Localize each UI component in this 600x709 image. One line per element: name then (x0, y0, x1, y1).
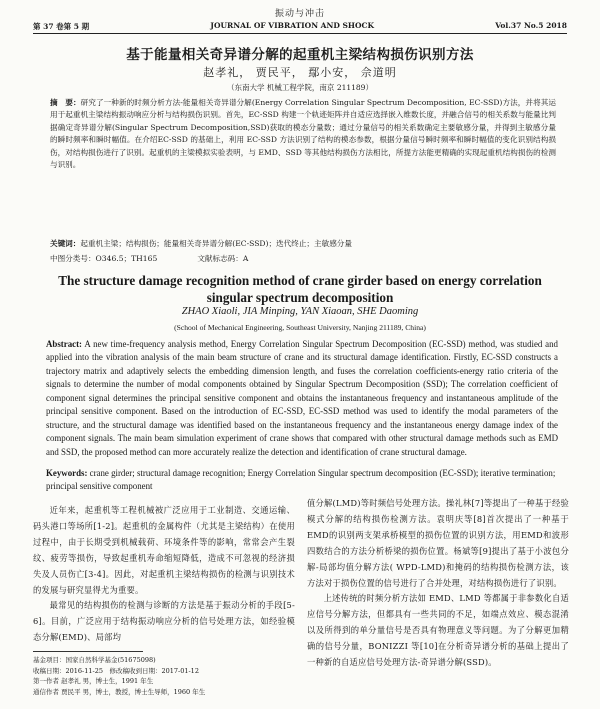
abstract-en-label: Abstract: (46, 339, 82, 349)
volume-cn: 第 37 卷第 5 期 (33, 22, 90, 31)
classification-row (50, 253, 556, 264)
footnote-first-author: 第一作者 赵孝礼 男，博士生，1991 年生 (33, 677, 154, 685)
abstract-cn-label: 摘 要： (50, 98, 81, 107)
footnote-dates: 收稿日期：2016-11-25 修改稿收到日期：2017-01-12 (33, 666, 199, 675)
body-paragraph: 近年来，起重机等工程机械被广泛应用于工业制造、交通运输、码头港口等场所[1-2]。起重机的金属构件（尤其是主梁结构）在使用过程中，由于长期受到机械载荷、环境条件等的影响，常常会产生裂纹、疲劳等损伤，导致起重机寿命缩短降低，造成不可忽视的经济损失及人员伤亡[3-4]。因此，对起重机主梁结构损伤的检测与识别技术的发展与研究显得尤为重要。 (33, 505, 295, 595)
body-paragraph: 上述传统的时频分析方法如 EMD、LMD 等都属于非参数化自适应信号分解方法，但都具有一些共同的不足，如端点效应、模态混淆以及所得到的单分量信号是否具有物理意义等问题。为了分解更加精确的信号分量，BONIZZI 等[10]在分析奇异谱分析的基础上提出了一种新的自适应信号处理方法-奇异谱分解(SSD)。 (307, 593, 569, 668)
abstract-cn (50, 97, 556, 171)
paper-title-en: The structure damage recognition method of crane girder based on energy correlation singular spectrum decomposition (58, 273, 542, 305)
body-column-right (307, 496, 569, 671)
header-divider (33, 33, 567, 34)
journal-name-en: JOURNAL OF VIBRATION AND SHOCK (210, 21, 374, 30)
running-header (33, 21, 567, 32)
footnote-divider (33, 651, 143, 652)
affiliation-cn: （东南大学 机械工程学院，南京 211189） (227, 83, 373, 92)
keywords-en (46, 467, 558, 494)
journal-name-cn: 振动与冲击 (274, 9, 325, 19)
abstract-cn-text: 研究了一种新的时频分析方法-能量相关奇异谱分解(Energy Correlation Singular Spectrum Decomposition, EC-SSD)方法，并将其运用于起重机主梁结构振动响应分析与结构损伤识别。首先，EC-SSD 构建一个轨迹矩阵并自适应选择嵌入维数长度，并融合信号的相关系数与能量比判据确定奇异谱分解(Singular Spectrum Decomposition,SSD)获取的模态分量数；通过分量信号的相关系数确定主要敏感分量，并得到主敏感分量的瞬时频率和瞬时幅值。在介绍EC-SSD 的基础上，利用 EC-SSD 方法识别了结构的模态参数，根据分量信号瞬时频率和瞬时幅值的变化识别结构损伤，对结构损伤进行了识别。起重机的主梁模拟实验表明，与 EMD、SSD 等其他结构损伤方法相比，所提方法能更精确的实现起重机结构损伤的检测与识别。 (50, 98, 557, 170)
affiliation-en: (School of Mechanical Engineering, Southeast University, Nanjing 211189, China) (174, 323, 426, 332)
keywords-cn-text: 起重机主梁；结构损伤；能量相关奇异谱分解(EC-SSD)；迭代终止；主敏感分量 (80, 239, 352, 248)
document-code: 文献标志码：A (197, 254, 249, 263)
body-paragraph: 值分解(LMD)等时频信号处理方法。操礼林[7]等提出了一种基于经验模式分解的结构损伤检测方法。袁明庆等[8]首次提出了一种基于EMD的识别两支架承桥模型的损伤位置的识别方法，用EMD和波形四数结合的方法分析桥梁的损伤位置。杨斌等[9]提出了基于小波包分解-局部均值分解方法( WPD-LMD)和掩码的结构损伤检测方法，该方法对于损伤位置的信号进行了合并处理，对结构损伤进行了识别。 (307, 498, 569, 588)
authors-en: ZHAO Xiaoli, JIA Minping, YAN Xiaoan, SHE Daoming (181, 306, 419, 317)
clc-number: 中图分类号：O346.5；TH165 (50, 254, 158, 263)
volume-en: Vol.37 No.5 2018 (495, 21, 567, 30)
keywords-cn-label: 关键词： (50, 239, 81, 248)
authors-cn: 赵孝礼， 贾民平， 鄢小安， 佘道明 (203, 66, 397, 79)
keywords-en-text: crane girder; structural damage recognition; Energy Correlation Singular spectrum decomposition (EC-SSD); iterative termination; principal sensitive component (46, 468, 556, 492)
body-column-left (33, 503, 295, 646)
footnotes (33, 655, 295, 697)
paper-title-cn: 基于能量相关奇异谱分解的起重机主梁结构损伤识别方法 (126, 47, 474, 63)
keywords-en-label: Keywords: (46, 468, 88, 478)
abstract-en-text: A new time-frequency analysis method, Energy Correlation Singular Spectrum Decomposition (EC-SSD) method, was studied and applied into the vibration analysis of the main beam structure of crane and its structural damage identification. Firstly, EC-SSD constructs a trajectory matrix and adaptively selects the embedding dimension length, and fuses the correlation coefficients-energy ratio criteria of the signals to determine the number of modal components obtained by Singular Spectrum Decomposition (SSD); The correlation coefficient of component signal determines the principal sensitive component and obtains the instantaneous frequency and instantaneous amplitude of the principal sensitive component. Based on the introduction of EC-SSD, EC-SSD method was used to identify the modal parameters of the structure, and the structural damage was identified based on the instantaneous frequency and the instantaneous energy damage index of the component signals. The main beam simulation experiment of crane shows that compared with other structural damage methods such as EMD and SSD, the proposed method can more accurately realize the detection and identification of crane structural damage. (46, 339, 558, 457)
footnote-funding: 基金项目：国家自然科学基金(51675098) (33, 656, 156, 664)
body-paragraph: 最常见的结构损伤的检测与诊断的方法是基于振动分析的手段[5-6]。目前，广泛应用于结构振动响应分析的信号处理方法，如经验模态分解(EMD)、局部均 (33, 600, 295, 643)
footnote-corresponding-author: 通信作者 贾民平 男，博士，教授，博士生导师，1960 年生 (33, 687, 206, 696)
keywords-cn (50, 238, 556, 250)
abstract-en (46, 338, 558, 459)
